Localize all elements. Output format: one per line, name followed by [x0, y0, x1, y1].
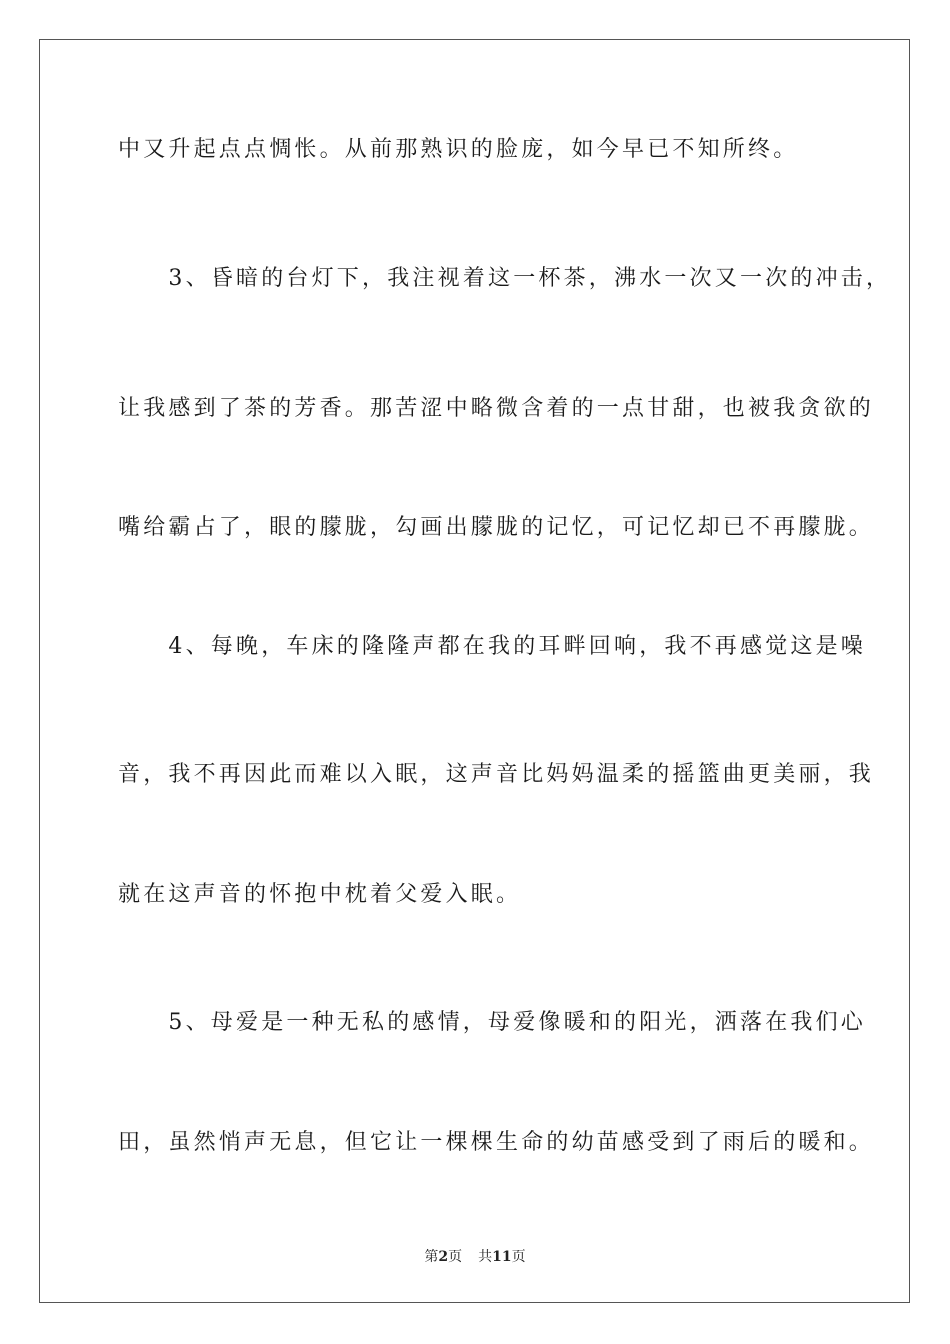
text-line-6: 音，我不再因此而难以入眠，这声音比妈妈温柔的摇篮曲更美丽，我 — [118, 762, 875, 787]
page-number: 2 — [438, 1249, 449, 1265]
page-footer — [0, 1248, 950, 1266]
text-line-1: 中又升起点点惆怅。从前那熟识的脸庞，如今早已不知所终。 — [118, 137, 799, 162]
text-line-7: 就在这声音的怀抱中枕着父爱入眠。 — [118, 882, 522, 907]
total-prefix: 共 — [478, 1249, 493, 1265]
text-line-5: 4、每晚，车床的隆隆声都在我的耳畔回响，我不再感觉这是噪 — [118, 634, 866, 659]
text-line-8: 5、母爱是一种无私的感情，母爱像暖和的阳光，洒落在我们心 — [118, 1010, 866, 1035]
total-suffix: 页 — [511, 1249, 526, 1265]
total-pages: 11 — [492, 1249, 512, 1265]
text-line-9: 田，虽然悄声无息，但它让一棵棵生命的幼苗感受到了雨后的暖和。 — [118, 1130, 875, 1155]
page-prefix: 第 — [424, 1249, 439, 1265]
page-border — [39, 39, 910, 1303]
text-line-3: 让我感到了茶的芳香。那苦涩中略微含着的一点甘甜，也被我贪欲的 — [118, 396, 875, 421]
text-line-4: 嘴给霸占了，眼的朦胧，勾画出朦胧的记忆，可记忆却已不再朦胧。 — [118, 515, 875, 540]
text-line-2: 3、昏暗的台灯下，我注视着这一杯茶，沸水一次又一次的冲击， — [118, 266, 892, 291]
page-suffix: 页 — [448, 1249, 463, 1265]
